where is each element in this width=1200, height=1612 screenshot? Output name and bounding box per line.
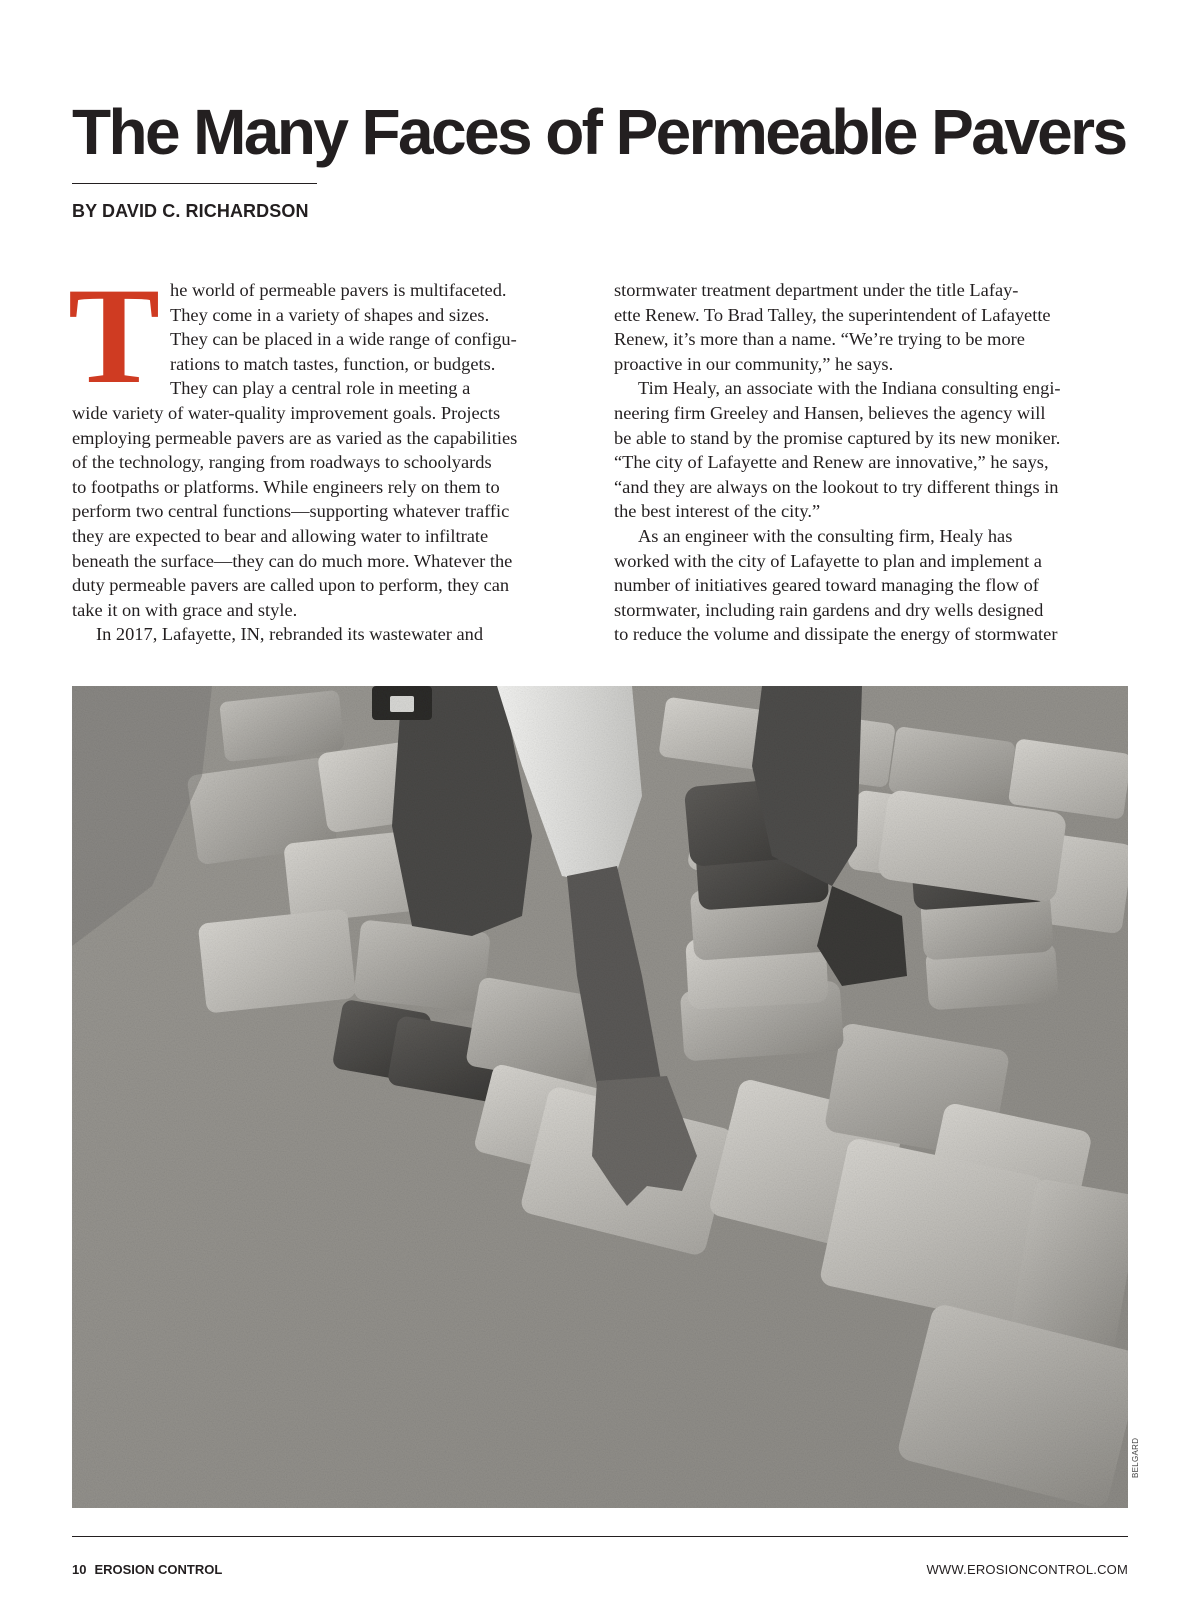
paragraph-3 [614,278,1134,376]
text-line: employing permeable pavers are as varied as the capabilities [72,427,518,448]
text-line: Tim Healy, an associate with the Indiana consulting engi- [638,378,1061,399]
byline: BY DAVID C. RICHARDSON [72,201,309,221]
right-column [614,278,1134,647]
footer-url[interactable]: WWW.EROSIONCONTROL.COM [926,1562,1128,1577]
text-line: They come in a variety of shapes and sizes. [170,304,490,325]
text-line: worked with the city of Lafayette to plan and implement a [614,550,1042,571]
text-line: stormwater treatment department under the title Lafay- [614,280,1019,300]
text-line: duty permeable pavers are called upon to perform, they can [72,575,510,596]
paragraph-2: In 2017, Lafayette, IN, rebranded its wastewater and [96,624,484,645]
text-line: They can play a central role in meeting a [170,378,471,399]
text-line: stormwater, including rain gardens and dry wells designed [614,599,1044,620]
text-line: “and they are always on the lookout to try different things in [614,476,1059,497]
text-line: Renew, it’s more than a name. “We’re trying to be more [614,329,1025,350]
paragraph-4 [614,376,1134,524]
footer-folio [72,1562,222,1577]
text-line: As an engineer with the consulting firm, Healy has [638,525,1013,546]
photo-credit: BELGARD [1131,1437,1140,1478]
text-line: rations to match tastes, function, or budgets. [170,353,496,374]
text-line: They can be placed in a wide range of configu- [170,329,517,350]
article-title: The Many Faces of Permeable Pavers [72,96,1126,168]
text-line: “The city of Lafayette and Renew are innovative,” he says, [614,452,1049,473]
left-column [68,259,592,647]
text-line: he world of permeable pavers is multifaceted. [170,280,507,300]
footer-divider [72,1536,1128,1537]
text-line: beneath the surface—they can do much more. Whatever the [72,550,513,571]
paver-installation-photo [72,686,1128,1508]
paragraph-5 [614,524,1134,647]
text-line: to reduce the volume and dissipate the energy of stormwater [614,624,1058,645]
title-divider [72,183,317,184]
text-line: neering firm Greeley and Hansen, believes the agency will [614,402,1046,423]
text-line: they are expected to bear and allowing water to infiltrate [72,525,489,546]
paragraph-1 [68,259,592,622]
text-line: ette Renew. To Brad Talley, the superintendent of Lafayette [614,304,1051,325]
text-line: the best interest of the city.” [614,501,821,522]
page-number: 10 [72,1562,87,1577]
text-line: number of initiatives geared toward managing the flow of [614,575,1039,596]
text-line: perform two central functions—supporting whatever traffic [72,501,510,522]
text-line: be able to stand by the promise captured by its new moniker. [614,427,1061,448]
text-line: wide variety of water-quality improvement goals. Projects [72,402,501,423]
drop-cap: T [68,259,161,412]
text-line: proactive in our community,” he says. [614,353,894,374]
text-line: to footpaths or platforms. While engineers rely on them to [72,476,500,497]
text-line: take it on with grace and style. [72,599,298,620]
text-line: of the technology, ranging from roadways to schoolyards [72,452,492,473]
publication-name: EROSION CONTROL [94,1562,223,1577]
